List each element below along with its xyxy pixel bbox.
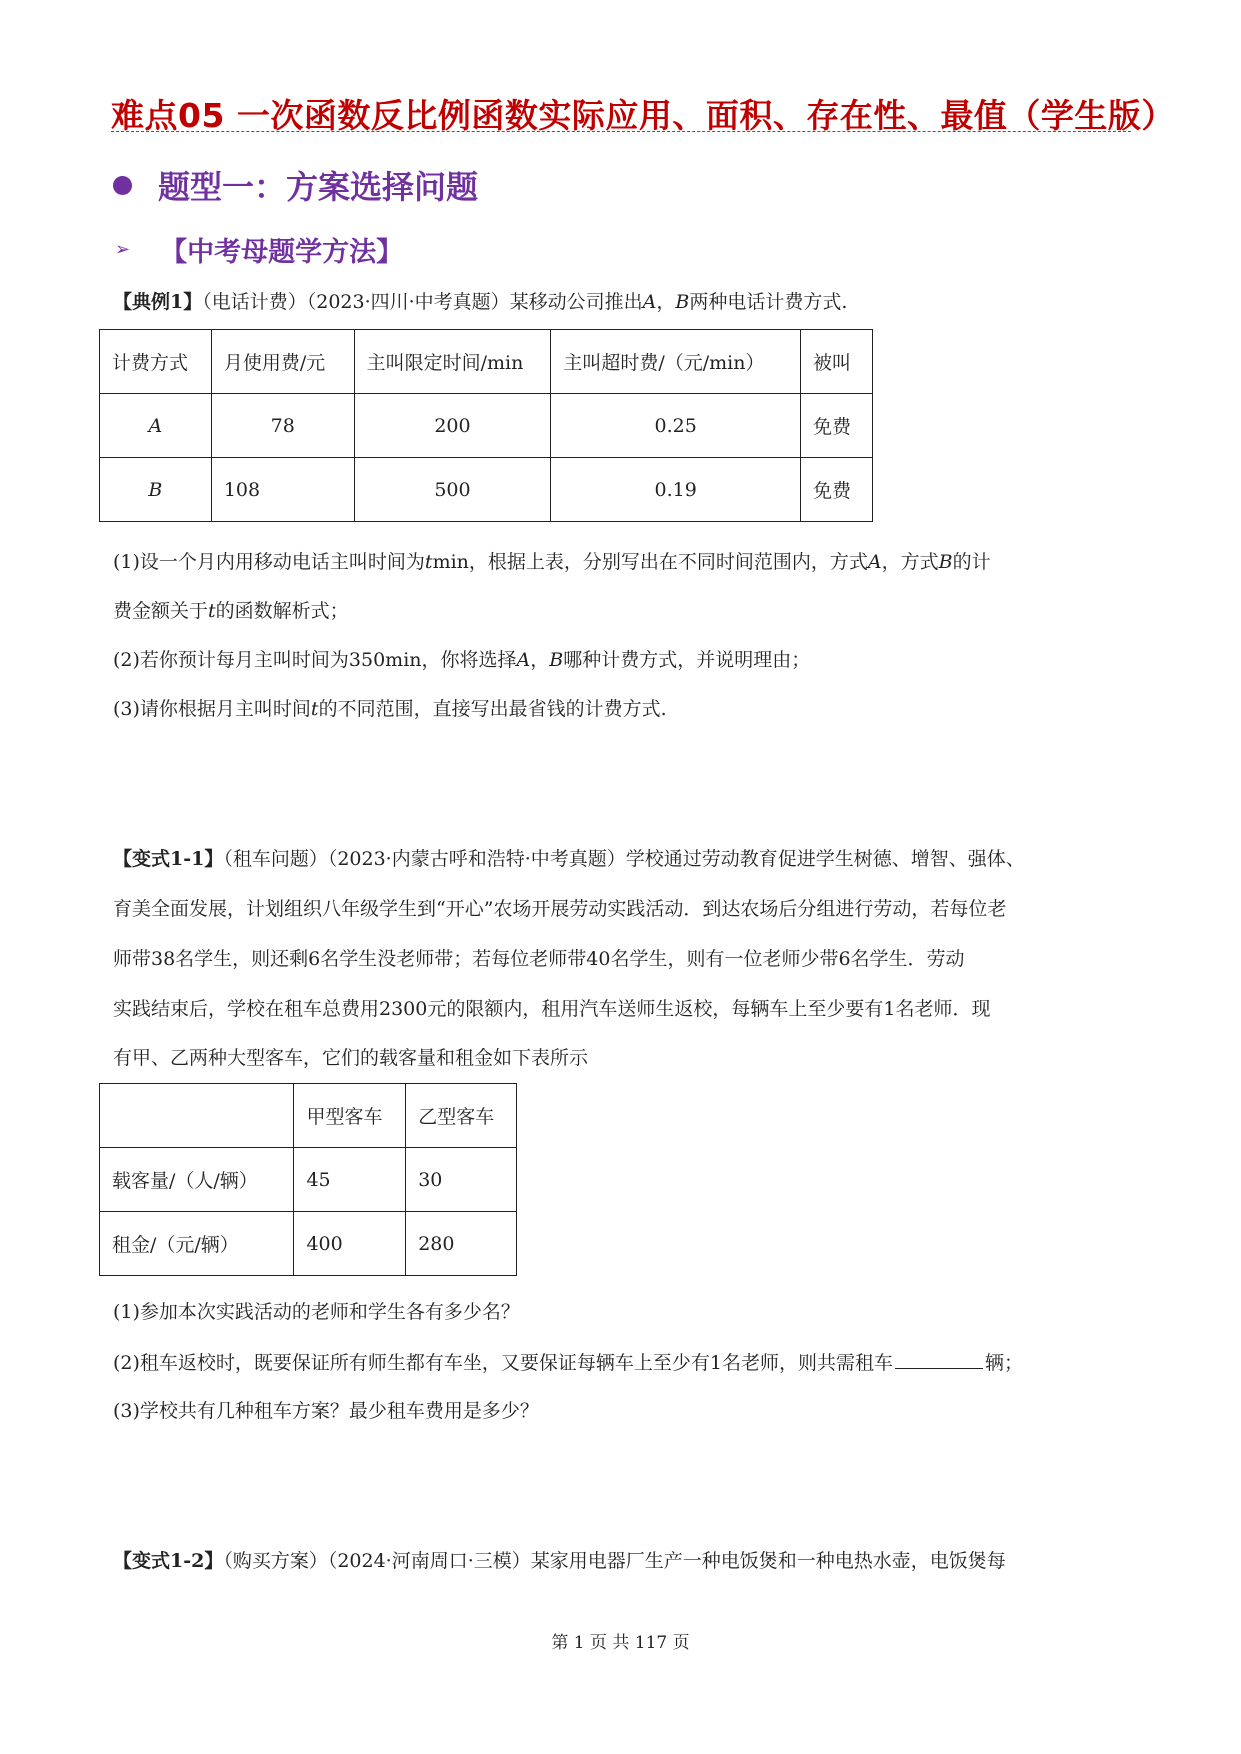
page-title: 难点05 一次函数反比例函数实际应用、面积、存在性、最值（学生版）	[111, 96, 1175, 135]
billing-table	[99, 329, 873, 522]
table-cell: 500	[354, 458, 551, 522]
table-row	[100, 458, 873, 522]
section-heading	[113, 162, 478, 208]
text: （租车问题）（2023·内蒙古呼和浩特·中考真题）学校通过劳动教育促进学生树德、增智、强体、	[223, 848, 1025, 870]
table-cell: 78	[211, 394, 354, 458]
example1-q1-line2	[113, 597, 349, 625]
arrow-right-icon: ➢	[115, 239, 131, 260]
bus-table	[99, 1083, 517, 1276]
var-a: A	[516, 649, 531, 671]
variant11-line4: 实践结束后，学校在租车总费用2300元的限额内，租用汽车送师生返校，每辆车上至少要有1名老师．现	[113, 998, 991, 1020]
table-cell: 30	[406, 1148, 517, 1212]
table-cell: A	[100, 394, 212, 458]
sep: ，	[656, 291, 676, 313]
text: 费金额关于	[113, 600, 209, 622]
variant11-label: 【变式1-1】	[113, 848, 224, 870]
table-header-cell	[100, 1084, 294, 1148]
table-cell: 免费	[801, 458, 873, 522]
table-row	[100, 1212, 517, 1276]
text: 的函数解析式；	[215, 600, 349, 622]
table-cell: B	[100, 458, 212, 522]
variant11-q1: (1)参加本次实践活动的老师和学生各有多少名？	[113, 1301, 520, 1323]
variant11-q2	[113, 1348, 1023, 1377]
table-cell: 载客量/（人/辆）	[100, 1148, 294, 1212]
text: （购买方案）（2024·河南周口·三模）某家用电器厂生产一种电饭煲和一种电热水壶，电饭煲每	[223, 1550, 1006, 1572]
text: (3)请你根据月主叫时间	[113, 698, 311, 720]
subsection-heading	[115, 230, 403, 269]
text: 哪种计费方式，并说明理由；	[563, 649, 811, 671]
text: min，根据上表，分别写出在不同时间范围内，方式	[432, 551, 868, 573]
text: 的计	[952, 551, 991, 573]
text: (2)若你预计每月主叫时间为350min，你将选择	[113, 649, 517, 671]
var-b: B	[675, 291, 690, 313]
table-header-cell: 月使用费/元	[211, 330, 354, 394]
table-cell: 108	[211, 458, 354, 522]
var-a: A	[642, 291, 657, 313]
table-row	[100, 1148, 517, 1212]
text: (2)租车返校时，既要保证所有师生都有车坐，又要保证每辆车上至少有1名老师，则共需租车	[113, 1352, 894, 1374]
table-cell: 免费	[801, 394, 873, 458]
table-cell: 45	[294, 1148, 406, 1212]
variant11-q3: (3)学校共有几种租车方案？最少租车费用是多少？	[113, 1400, 539, 1422]
example1-label: 【典例1】	[113, 291, 203, 313]
example1-intro	[113, 288, 847, 316]
table-header-cell: 主叫限定时间/min	[354, 330, 551, 394]
example1-q3	[113, 695, 667, 723]
text: ，	[530, 649, 550, 671]
variant11-line3: 师带38名学生，则还剩6名学生没老师带；若每位老师带40名学生，则有一位老师少带6名学生．劳动	[113, 948, 965, 970]
text: 辆；	[985, 1352, 1024, 1374]
variant11-line1	[113, 845, 1025, 873]
table-cell: 400	[294, 1212, 406, 1276]
title-divider	[111, 131, 1131, 132]
table-cell: 租金/（元/辆）	[100, 1212, 294, 1276]
table-row	[100, 394, 873, 458]
table-header-cell: 甲型客车	[294, 1084, 406, 1148]
text: 的不同范围，直接写出最省钱的计费方式.	[318, 698, 667, 720]
var-t: t	[310, 698, 319, 720]
example1-q1-line1	[113, 548, 991, 576]
table-header-row	[100, 330, 873, 394]
table-header-cell: 被叫	[801, 330, 873, 394]
table-header-row	[100, 1084, 517, 1148]
text: ，方式	[881, 551, 939, 573]
example1-q2	[113, 646, 810, 674]
table-cell: 280	[406, 1212, 517, 1276]
table-header-cell: 主叫超时费/（元/min）	[551, 330, 801, 394]
var-t: t	[424, 551, 433, 573]
table-header-cell: 计费方式	[100, 330, 212, 394]
page-footer: 第 1 页 共 117 页	[551, 1633, 690, 1653]
var-b: B	[549, 649, 564, 671]
variant11-line2: 育美全面发展，计划组织八年级学生到“开心”农场开展劳动实践活动．到达农场后分组进行劳动，若每位老	[113, 898, 1007, 920]
answer-blank[interactable]	[895, 1348, 983, 1369]
example1-intro-text: （电话计费）（2023·四川·中考真题）某移动公司推出	[202, 291, 643, 313]
var-a: A	[867, 551, 882, 573]
variant12-label: 【变式1-2】	[113, 1550, 224, 1572]
variant11-line5: 有甲、乙两种大型客车，它们的载客量和租金如下表所示	[113, 1047, 589, 1069]
table-cell: 200	[354, 394, 551, 458]
variant12-line1	[113, 1547, 1006, 1575]
table-header-cell: 乙型客车	[406, 1084, 517, 1148]
var-t: t	[208, 600, 216, 622]
table-cell: 0.19	[551, 458, 801, 522]
example1-intro-end: 两种电话计费方式.	[689, 291, 848, 313]
purple-dot-bullet-icon	[113, 176, 132, 195]
table-cell: 0.25	[551, 394, 801, 458]
var-b: B	[938, 551, 953, 573]
section-title: 题型一：方案选择问题	[158, 168, 479, 206]
text: (1)设一个月内用移动电话主叫时间为	[113, 551, 425, 573]
subsection-title: 【中考母题学方法】	[160, 237, 404, 268]
